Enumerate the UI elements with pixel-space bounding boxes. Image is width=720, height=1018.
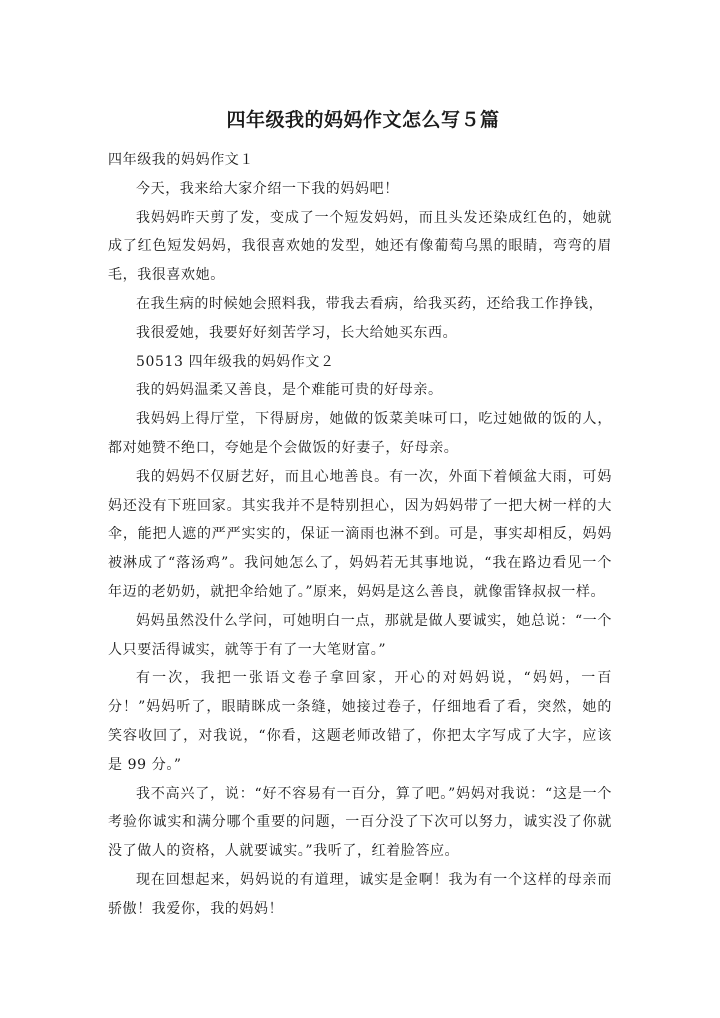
paragraph: 有一次，我把一张语文卷子拿回家，开心的对妈妈说，“妈妈，一百分！”妈妈听了，眼睛眯成一条缝，她接过卷子，仔细地看了看，突然，她的笑容收回了，对我说，“你看，这题老师改错了，你把太字写成了大字，应该是 99 分。”: [108, 670, 612, 773]
paragraph: 我的妈妈温柔又善良，是个难能可贵的好母亲。: [136, 382, 443, 399]
section-heading: 四年级我的妈妈作文１: [108, 152, 254, 168]
paragraph: 我的妈妈不仅厨艺好，而且心地善良。有一次，外面下着倾盆大雨，可妈妈还没有下班回家。其实我并不是特别担心，因为妈妈带了一把大树一样的大伞，能把人遮的严严实实的，保证一滴雨也淋不到。可是，事实却相反，妈妈被淋成了“落汤鸡”。我问她怎么了，妈妈若无其事地说，“我在路边看见一个年迈的老奶奶，就把伞给她了。”原来，妈妈是这么善良，就像雷锋叔叔一样。: [108, 468, 612, 600]
paragraph: 今天，我来给大家介绍一下我的妈妈吧！: [136, 180, 399, 197]
section-heading: 50513 四年级我的妈妈作文２: [136, 353, 335, 370]
paragraph: 我不高兴了，说：“好不容易有一百分，算了吧。”妈妈对我说：“这是一个考验你诚实和满分哪个重要的问题，一百分没了下次可以努力，诚实没了你就没了做人的资格，人就要诚实。”我听了，红着脸答应。: [108, 785, 612, 860]
paragraph: 我很爱她，我要好好刻苦学习，长大给她买东西。: [136, 324, 458, 341]
paragraph: 现在回想起来，妈妈说的有道理，诚实是金啊！我为有一个这样的母亲而骄傲！我爱你，我的妈妈！: [108, 871, 612, 917]
document-title: 四年级我的妈妈作文怎么写５篇: [226, 109, 500, 131]
paragraph: 在我生病的时候她会照料我，带我去看病，给我买药，还给我工作挣钱，: [136, 295, 604, 312]
paragraph: 妈妈虽然没什么学问，可她明白一点，那就是做人要诚实，她总说：“一个人只要活得诚实，就等于有了一大笔财富。”: [108, 612, 612, 658]
paragraph: 我妈妈昨天剪了发，变成了一个短发妈妈，而且头发还染成红色的，她就成了红色短发妈妈，我很喜欢她的发型，她还有像葡萄乌黑的眼睛，弯弯的眉毛，我很喜欢她。: [108, 209, 612, 284]
paragraph: 我妈妈上得厅堂，下得厨房，她做的饭菜美味可口，吃过她做的饭的人，都对她赞不绝口，夸她是个会做饭的好妻子，好母亲。: [108, 411, 612, 456]
